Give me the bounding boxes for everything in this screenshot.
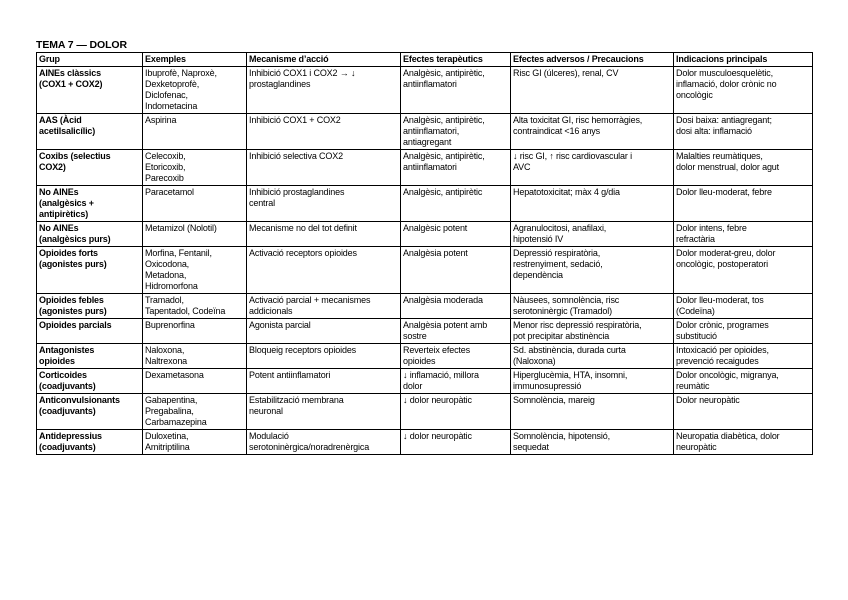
therapeutic-cell <box>401 222 511 247</box>
mechanism-line: Inhibició selectiva COX2 <box>249 151 343 161</box>
therapeutic-line: opioides <box>403 356 436 366</box>
group-line: COX2) <box>39 162 66 172</box>
therapeutic-cell <box>401 247 511 294</box>
group-cell <box>37 222 143 247</box>
mechanism-line: Activació receptors opioides <box>249 248 357 258</box>
therapeutic-line: Analgèsic, antipirètic, <box>403 115 485 125</box>
indications-line: inflamació, dolor crònic no <box>676 79 777 89</box>
examples-line: Pregabalina, <box>145 406 194 416</box>
mechanism-line: Potent antiinflamatori <box>249 370 331 380</box>
adverse-line: AVC <box>513 162 531 172</box>
therapeutic-line: Analgèsic, antipirètic, <box>403 151 485 161</box>
group-line: Opioides parcials <box>39 320 112 330</box>
adverse-line: serotoninèrgic (Tramadol) <box>513 306 612 316</box>
adverse-line: Sd. abstinència, durada curta <box>513 345 626 355</box>
group-cell <box>37 344 143 369</box>
drug-table <box>36 52 813 455</box>
examples-line: Buprenorfina <box>145 320 195 330</box>
table-row <box>37 247 813 294</box>
group-line: Antagonistes <box>39 345 95 355</box>
therapeutic-line: sostre <box>403 331 427 341</box>
examples-cell <box>143 344 247 369</box>
group-line: (agonistes purs) <box>39 259 107 269</box>
indications-line: Dosi baixa: antiagregant; <box>676 115 772 125</box>
mechanism-cell <box>247 186 401 222</box>
table-row <box>37 67 813 114</box>
adverse-line: Agranulocitosi, anafilaxi, <box>513 223 607 233</box>
group-line: (coadjuvants) <box>39 381 96 391</box>
mechanism-line: Bloqueig receptors opioides <box>249 345 357 355</box>
examples-cell <box>143 222 247 247</box>
table-body <box>37 67 813 455</box>
mechanism-line: addicionals <box>249 306 293 316</box>
indications-line: prevenció recaigudes <box>676 356 759 366</box>
indications-line: substitució <box>676 331 717 341</box>
indications-line: refractària <box>676 234 715 244</box>
table-row <box>37 394 813 430</box>
adverse-line: Hepatotoxicitat; màx 4 g/dia <box>513 187 620 197</box>
therapeutic-line: antiagregant <box>403 137 452 147</box>
adverse-cell <box>511 186 674 222</box>
mechanism-line: Activació parcial + mecanismes <box>249 295 371 305</box>
indications-line: Dolor oncològic, migranya, <box>676 370 779 380</box>
mechanism-cell <box>247 319 401 344</box>
indications-line: Dolor lleu-moderat, tos <box>676 295 764 305</box>
therapeutic-cell <box>401 430 511 455</box>
indications-cell <box>674 430 813 455</box>
mechanism-line: Inhibició COX1 i COX2 → ↓ <box>249 68 356 78</box>
indications-cell <box>674 67 813 114</box>
therapeutic-line: Analgèsic, antipirètic <box>403 187 483 197</box>
adverse-cell <box>511 150 674 186</box>
header-mechanism: Mecanisme d’acció <box>247 53 401 67</box>
indications-line: dosi alta: inflamació <box>676 126 752 136</box>
therapeutic-line: antiinflamatori, <box>403 126 460 136</box>
mechanism-cell <box>247 394 401 430</box>
group-line: AINEs clàssics <box>39 68 101 78</box>
adverse-line: Risc GI (úlceres), renal, CV <box>513 68 619 78</box>
group-line: (coadjuvants) <box>39 406 96 416</box>
header-adverse-effects: Efectes adversos / Precaucions <box>511 53 674 67</box>
group-line: opioides <box>39 356 75 366</box>
group-line: (analgèsics purs) <box>39 234 111 244</box>
examples-line: Metadona, <box>145 270 187 280</box>
examples-line: Indometacina <box>145 101 198 111</box>
adverse-cell <box>511 67 674 114</box>
mechanism-cell <box>247 294 401 319</box>
examples-line: Diclofenac, <box>145 90 188 100</box>
adverse-line: Menor risc depressió respiratòria, <box>513 320 642 330</box>
indications-cell <box>674 369 813 394</box>
adverse-line: Somnolència, mareig <box>513 395 595 405</box>
examples-line: Parecoxib <box>145 173 184 183</box>
examples-line: Paracetamol <box>145 187 194 197</box>
adverse-line: Nàusees, somnolència, risc <box>513 295 620 305</box>
indications-cell <box>674 344 813 369</box>
indications-cell <box>674 319 813 344</box>
therapeutic-cell <box>401 67 511 114</box>
adverse-line: ↓ risc GI, ↑ risc cardiovascular i <box>513 151 632 161</box>
examples-cell <box>143 319 247 344</box>
examples-line: Naltrexona <box>145 356 188 366</box>
header-examples: Exemples <box>143 53 247 67</box>
examples-cell <box>143 394 247 430</box>
indications-cell <box>674 294 813 319</box>
examples-line: Tapentadol, Codeïna <box>145 306 226 316</box>
examples-cell <box>143 294 247 319</box>
table-row <box>37 150 813 186</box>
table-row <box>37 294 813 319</box>
therapeutic-cell <box>401 294 511 319</box>
therapeutic-line: antiinflamatori <box>403 79 457 89</box>
group-cell <box>37 369 143 394</box>
adverse-line: Depressió respiratòria, <box>513 248 601 258</box>
mechanism-cell <box>247 247 401 294</box>
indications-line: oncològic <box>676 90 713 100</box>
therapeutic-line: ↓ inflamació, millora <box>403 370 479 380</box>
group-line: antipirètics) <box>39 209 89 219</box>
adverse-cell <box>511 294 674 319</box>
group-line: Antidepressius <box>39 431 102 441</box>
examples-line: Metamizol (Nolotil) <box>145 223 217 233</box>
group-line: No AINEs <box>39 187 79 197</box>
adverse-cell <box>511 247 674 294</box>
examples-line: Morfina, Fentanil, <box>145 248 212 258</box>
mechanism-line: prostaglandines <box>249 79 311 89</box>
group-line: Coxibs (selectius <box>39 151 111 161</box>
group-cell <box>37 186 143 222</box>
group-cell <box>37 114 143 150</box>
mechanism-cell <box>247 150 401 186</box>
mechanism-cell <box>247 344 401 369</box>
adverse-line: contraindicat <16 anys <box>513 126 601 136</box>
adverse-line: Hiperglucèmia, HTA, insomni, <box>513 370 628 380</box>
indications-cell <box>674 247 813 294</box>
indications-line: Dolor neuropàtic <box>676 395 740 405</box>
group-cell <box>37 294 143 319</box>
group-cell <box>37 319 143 344</box>
therapeutic-line: Analgèsia potent amb <box>403 320 488 330</box>
mechanism-cell <box>247 369 401 394</box>
adverse-cell <box>511 319 674 344</box>
adverse-cell <box>511 222 674 247</box>
adverse-cell <box>511 344 674 369</box>
header-therapeutic-effects: Efectes terapèutics <box>401 53 511 67</box>
therapeutic-line: ↓ dolor neuropàtic <box>403 395 472 405</box>
table-row <box>37 344 813 369</box>
indications-line: (Codeïna) <box>676 306 715 316</box>
mechanism-cell <box>247 430 401 455</box>
mechanism-cell <box>247 114 401 150</box>
group-line: acetilsalicílic) <box>39 126 96 136</box>
examples-line: Aspirina <box>145 115 177 125</box>
therapeutic-cell <box>401 150 511 186</box>
examples-line: Oxicodona, <box>145 259 190 269</box>
group-line: (agonistes purs) <box>39 306 107 316</box>
table-row <box>37 430 813 455</box>
group-line: (coadjuvants) <box>39 442 96 452</box>
therapeutic-cell <box>401 114 511 150</box>
indications-cell <box>674 222 813 247</box>
therapeutic-line: Analgèsic potent <box>403 223 468 233</box>
examples-line: Hidromorfona <box>145 281 198 291</box>
examples-line: Dexketoprofè, <box>145 79 200 89</box>
therapeutic-cell <box>401 319 511 344</box>
therapeutic-cell <box>401 344 511 369</box>
mechanism-line: neuronal <box>249 406 283 416</box>
examples-line: Duloxetina, <box>145 431 189 441</box>
indications-line: Dolor intens, febre <box>676 223 747 233</box>
therapeutic-line: Analgèsia potent <box>403 248 468 258</box>
mechanism-line: central <box>249 198 275 208</box>
indications-line: Malalties reumàtiques, <box>676 151 763 161</box>
indications-cell <box>674 186 813 222</box>
group-line: Corticoides <box>39 370 87 380</box>
adverse-line: pot precipitar abstinència <box>513 331 610 341</box>
header-indications: Indicacions principals <box>674 53 813 67</box>
adverse-cell <box>511 114 674 150</box>
indications-line: Dolor crònic, programes <box>676 320 769 330</box>
therapeutic-line: Reverteix efectes <box>403 345 470 355</box>
indications-line: neuropàtic <box>676 442 717 452</box>
therapeutic-line: antiinflamatori <box>403 162 457 172</box>
mechanism-cell <box>247 222 401 247</box>
group-cell <box>37 430 143 455</box>
examples-line: Gabapentina, <box>145 395 198 405</box>
table-row <box>37 222 813 247</box>
indications-cell <box>674 394 813 430</box>
examples-cell <box>143 114 247 150</box>
examples-line: Etoricoxib, <box>145 162 186 172</box>
indications-cell <box>674 114 813 150</box>
adverse-line: Somnolència, hipotensió, <box>513 431 610 441</box>
examples-line: Amitriptilina <box>145 442 190 452</box>
mechanism-line: Inhibició COX1 + COX2 <box>249 115 341 125</box>
table-row <box>37 186 813 222</box>
group-line: (COX1 + COX2) <box>39 79 103 89</box>
adverse-line: Alta toxicitat GI, risc hemorràgies, <box>513 115 643 125</box>
indications-line: Dolor moderat-greu, dolor <box>676 248 776 258</box>
therapeutic-cell <box>401 394 511 430</box>
table-header-row <box>37 53 813 67</box>
therapeutic-line: Analgèsia moderada <box>403 295 483 305</box>
group-line: Opioides forts <box>39 248 98 258</box>
examples-cell <box>143 369 247 394</box>
group-cell <box>37 394 143 430</box>
indications-line: oncològic, postoperatori <box>676 259 768 269</box>
examples-line: Dexametasona <box>145 370 204 380</box>
indications-line: Neuropatia diabètica, dolor <box>676 431 780 441</box>
adverse-line: immunosupressió <box>513 381 582 391</box>
therapeutic-cell <box>401 186 511 222</box>
mechanism-line: serotoninèrgica/noradrenèrgica <box>249 442 370 452</box>
examples-cell <box>143 430 247 455</box>
group-line: Opioides febles <box>39 295 104 305</box>
group-cell <box>37 67 143 114</box>
group-line: No AINEs <box>39 223 79 233</box>
therapeutic-line: ↓ dolor neuropàtic <box>403 431 472 441</box>
therapeutic-cell <box>401 369 511 394</box>
table-row <box>37 114 813 150</box>
examples-cell <box>143 150 247 186</box>
examples-cell <box>143 247 247 294</box>
adverse-line: dependència <box>513 270 563 280</box>
therapeutic-line: dolor <box>403 381 423 391</box>
mechanism-line: Estabilització membrana <box>249 395 344 405</box>
indications-line: Intoxicació per opioides, <box>676 345 769 355</box>
examples-line: Tramadol, <box>145 295 184 305</box>
indications-line: Dolor musculoesquelètic, <box>676 68 773 78</box>
indications-line: reumàtic <box>676 381 710 391</box>
group-cell <box>37 150 143 186</box>
examples-line: Carbamazepina <box>145 417 207 427</box>
examples-cell <box>143 67 247 114</box>
table-row <box>37 369 813 394</box>
adverse-line: hipotensió IV <box>513 234 564 244</box>
adverse-line: restrenyiment, sedació, <box>513 259 603 269</box>
mechanism-line: Inhibició prostaglandines <box>249 187 345 197</box>
mechanism-line: Mecanisme no del tot definit <box>249 223 357 233</box>
indications-line: Dolor lleu-moderat, febre <box>676 187 772 197</box>
mechanism-cell <box>247 67 401 114</box>
adverse-cell <box>511 430 674 455</box>
mechanism-line: Agonista parcial <box>249 320 311 330</box>
adverse-cell <box>511 394 674 430</box>
indications-line: dolor menstrual, dolor agut <box>676 162 780 172</box>
examples-cell <box>143 186 247 222</box>
group-line: Anticonvulsionants <box>39 395 120 405</box>
examples-line: Celecoxib, <box>145 151 186 161</box>
table-row <box>37 319 813 344</box>
group-line: AAS (Àcid <box>39 115 82 125</box>
header-group: Grup <box>37 53 143 67</box>
adverse-line: sequedat <box>513 442 549 452</box>
therapeutic-line: Analgèsic, antipirètic, <box>403 68 485 78</box>
group-line: (analgèsics + <box>39 198 94 208</box>
mechanism-line: Modulació <box>249 431 289 441</box>
group-cell <box>37 247 143 294</box>
examples-line: Naloxona, <box>145 345 185 355</box>
adverse-line: (Naloxona) <box>513 356 556 366</box>
adverse-cell <box>511 369 674 394</box>
indications-cell <box>674 150 813 186</box>
page-title: TEMA 7 — DOLOR <box>36 39 127 51</box>
examples-line: Ibuprofè, Naproxè, <box>145 68 217 78</box>
